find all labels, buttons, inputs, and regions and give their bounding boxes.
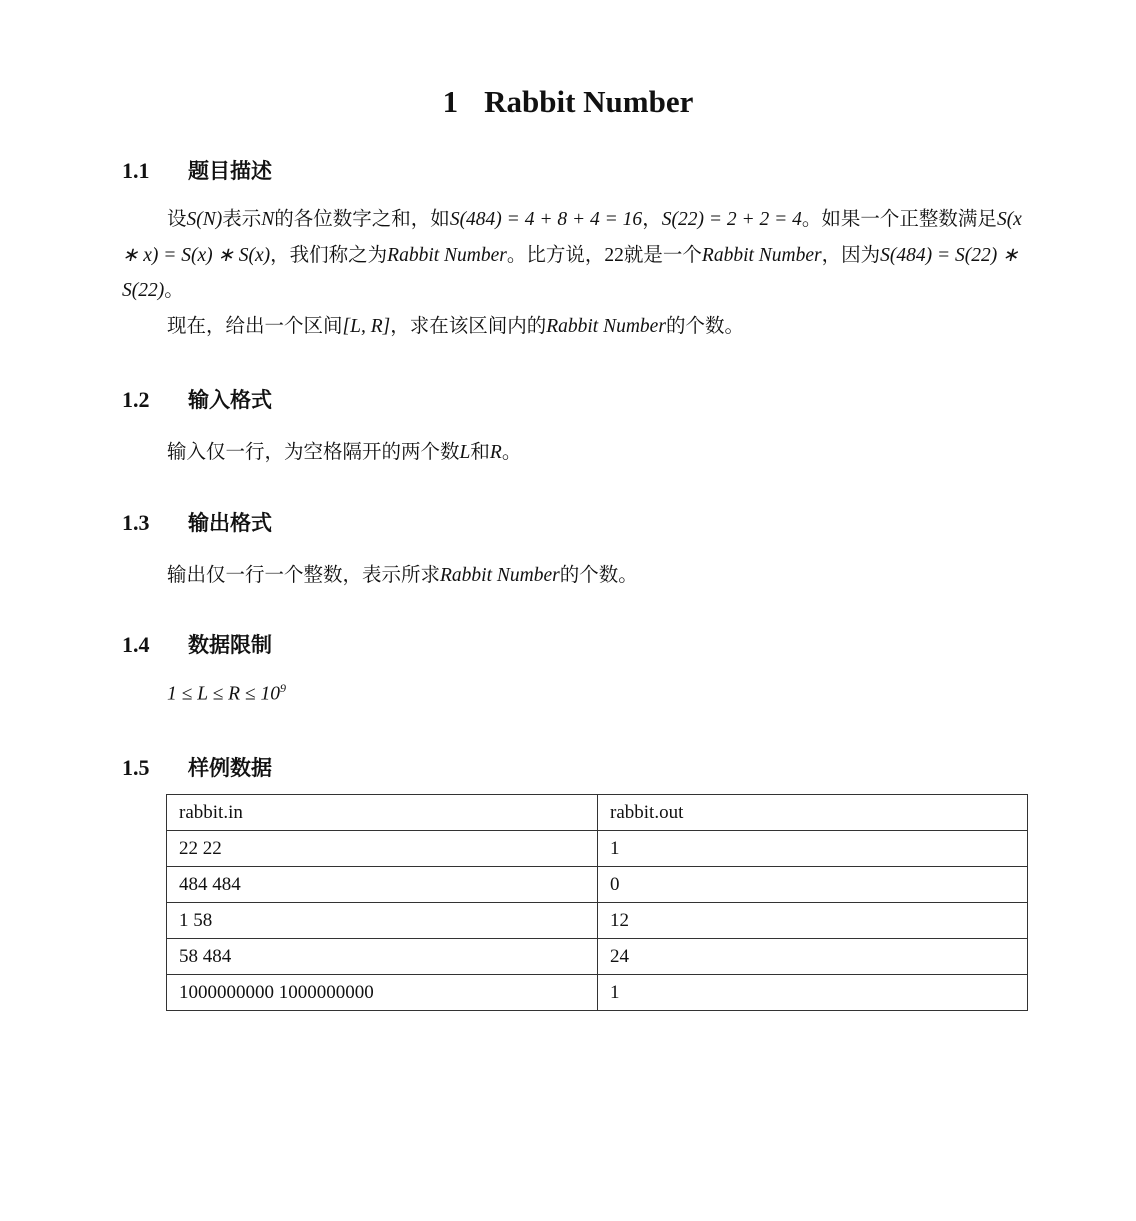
section-heading-samples: [122, 752, 272, 782]
output-cell: 1: [598, 975, 1028, 1011]
section-title: 输入格式: [188, 388, 272, 412]
output-cell: 12: [598, 903, 1028, 939]
section-title: 题目描述: [188, 159, 272, 183]
input-cell: 1000000000 1000000000: [167, 975, 598, 1011]
title-text: Rabbit Number: [484, 84, 694, 119]
input-cell: 22 22: [167, 831, 598, 867]
constraints-text: $1 \le L \le R \le 10^9$: [167, 681, 287, 705]
section-title: 输出格式: [188, 511, 272, 535]
section-heading-constraints: [122, 629, 272, 659]
sample-data-table: [166, 794, 1028, 1011]
section-number: 1.1: [122, 158, 150, 183]
table-row: [167, 831, 1028, 867]
input-cell: 1 58: [167, 903, 598, 939]
title-number: 1: [442, 84, 459, 119]
table-row: [167, 867, 1028, 903]
section-number: 1.4: [122, 632, 150, 657]
table-row: [167, 975, 1028, 1011]
section-heading-output: [122, 507, 272, 537]
section-number: 1.2: [122, 387, 150, 412]
header-cell-input: rabbit.in: [167, 795, 598, 831]
section-number: 1.5: [122, 755, 150, 780]
output-cell: 0: [598, 867, 1028, 903]
section-number: 1.3: [122, 510, 150, 535]
input-cell: 484 484: [167, 867, 598, 903]
output-cell: 24: [598, 939, 1028, 975]
table-row: [167, 903, 1028, 939]
section-title: 数据限制: [188, 633, 272, 657]
input-cell: 58 484: [167, 939, 598, 975]
section-heading-description: [122, 155, 272, 185]
table-header-row: [167, 795, 1028, 831]
header-cell-output: rabbit.out: [598, 795, 1028, 831]
page-title: [0, 84, 1136, 120]
output-format-text: 输出仅一行一个整数，表示所求Rabbit Number的个数。: [167, 565, 638, 586]
description-paragraph-2: 现在，给出一个区间[L, R]，求在该区间内的Rabbit Number的个数。: [167, 316, 744, 337]
section-heading-input: [122, 384, 272, 414]
section-title: 样例数据: [188, 756, 272, 780]
input-format-text: 输入仅一行，为空格隔开的两个数L和R。: [167, 442, 522, 463]
table-row: [167, 939, 1028, 975]
description-paragraph-1: 设S(N)表示N的各位数字之和，如S(484) = 4 + 8 + 4 = 16，S(22) = 2 + 2 = 4。如果一个正整数满足S(x ∗ x) = S(x) ∗ S(x)，我们称之为Rabbit Number。比方说，22就是一个Rabbit Number，因为S(484) = S(22) ∗ S(22)。: [122, 209, 1022, 301]
output-cell: 1: [598, 831, 1028, 867]
